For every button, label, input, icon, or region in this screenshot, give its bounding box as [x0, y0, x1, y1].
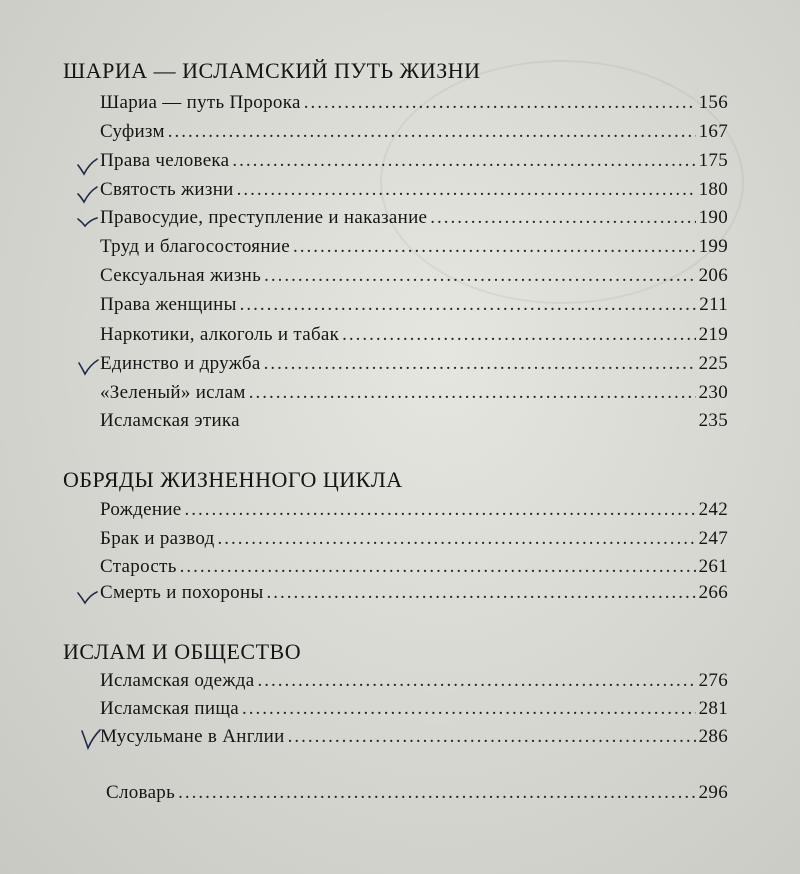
- toc-entry-page: 190: [698, 207, 728, 228]
- toc-entry-label: Исламская этика: [100, 410, 240, 431]
- toc-entry: [100, 410, 728, 438]
- toc-entry-page: 199: [698, 236, 728, 257]
- toc-entry-page: 247: [698, 528, 728, 549]
- section-title-sharia: ШАРИА — ИСЛАМСКИЙ ПУТЬ ЖИЗНИ: [63, 58, 481, 83]
- toc-entry-label: Суфизм: [100, 121, 165, 142]
- leader-dots: [232, 150, 695, 172]
- toc-entry: [100, 726, 728, 754]
- leader-dots: [430, 207, 695, 229]
- section-title-society: ИСЛАМ И ОБЩЕСТВО: [63, 639, 302, 664]
- handwritten-checkmark-icon: [80, 728, 102, 750]
- leader-dots: [242, 698, 696, 720]
- leader-dots: [237, 179, 696, 201]
- toc-entry-page: 230: [698, 382, 728, 403]
- toc-entry-label: Смерть и похороны: [100, 582, 264, 603]
- handwritten-checkmark-icon: [77, 357, 99, 379]
- toc-entry-label: Мусульмане в Англии: [100, 726, 285, 747]
- toc-entry-page: 296: [698, 782, 728, 803]
- toc-entry: [100, 236, 728, 264]
- toc-entry: [100, 324, 728, 352]
- toc-entry: [100, 582, 728, 610]
- toc-entry: [100, 121, 728, 149]
- toc-entry: [100, 528, 728, 556]
- handwritten-checkmark-icon: [76, 211, 98, 233]
- leader-dots: [342, 324, 695, 346]
- leader-dots: [180, 556, 696, 578]
- toc-entry-label: Права женщины: [100, 294, 237, 315]
- toc-entry: [100, 670, 728, 698]
- toc-entry-page: 156: [698, 92, 728, 113]
- toc-entry-label: Исламская пища: [100, 698, 239, 719]
- toc-entry-label: Старость: [100, 556, 177, 577]
- toc-entry-page: 225: [698, 353, 728, 374]
- leader-dots: [288, 726, 696, 748]
- leader-dots: [240, 294, 697, 316]
- toc-entry: [100, 150, 728, 178]
- toc-entry-page: 286: [698, 726, 728, 747]
- leader-dots: [249, 382, 696, 404]
- handwritten-checkmark-icon: [76, 156, 98, 178]
- leader-dots: [267, 582, 696, 604]
- leader-dots: [218, 528, 696, 550]
- leader-dots: [185, 499, 696, 521]
- toc-entry-page: 281: [698, 698, 728, 719]
- toc-entry-label: Единство и дружба: [100, 353, 261, 374]
- toc-entry-label: Наркотики, алкоголь и табак: [100, 324, 340, 345]
- toc-entry-page: 261: [698, 556, 728, 577]
- handwritten-checkmark-icon: [76, 184, 98, 206]
- toc-entry: [100, 353, 728, 381]
- leader-dots: [304, 92, 696, 114]
- leader-dots: [168, 121, 696, 143]
- toc-entry: [100, 179, 728, 207]
- toc-entry: [100, 499, 728, 527]
- toc-entry-label: Исламская одежда: [100, 670, 255, 691]
- leader-dots: [293, 236, 696, 258]
- section-title-life-cycle: ОБРЯДЫ ЖИЗНЕННОГО ЦИКЛА: [63, 467, 403, 492]
- toc-entry: [100, 556, 728, 584]
- toc-entry-page: 235: [698, 410, 728, 431]
- toc-entry-label: Труд и благосостояние: [100, 236, 291, 257]
- handwritten-checkmark-icon: [76, 586, 98, 608]
- toc-entry-label: Святость жизни: [100, 179, 234, 200]
- toc-entry-page: 175: [698, 150, 728, 171]
- toc-entry-label: Брак и развод: [100, 528, 215, 549]
- toc-entry-label: Шариа — путь Пророка: [100, 92, 301, 113]
- leader-dots: [264, 353, 696, 375]
- toc-entry-page: 219: [698, 324, 728, 345]
- toc-entry-page: 266: [698, 582, 728, 603]
- toc-entry-label: Рождение: [100, 499, 182, 520]
- leader-dots: [264, 265, 695, 287]
- toc-entry: [100, 92, 728, 120]
- leader-dots: [178, 782, 696, 804]
- toc-entry-label: Словарь: [106, 782, 176, 803]
- toc-entry: [100, 698, 728, 726]
- toc-entry-page: 211: [699, 294, 728, 315]
- toc-entry-label: Сексуальная жизнь: [100, 265, 262, 286]
- toc-entry-page: 276: [698, 670, 728, 691]
- toc-entry: [100, 207, 728, 235]
- toc-entry: [100, 265, 728, 293]
- toc-entry-label: Права человека: [100, 150, 230, 171]
- toc-entry-page: 206: [698, 265, 728, 286]
- toc-entry-page: 180: [698, 179, 728, 200]
- leader-dots: [257, 670, 695, 692]
- toc-entry-label: «Зеленый» ислам: [100, 382, 246, 403]
- toc-entry: [100, 382, 728, 410]
- toc-entry: [100, 294, 728, 322]
- toc-entry-page: 242: [698, 499, 728, 520]
- toc-entry-page: 167: [698, 121, 728, 142]
- toc-entry-label: Правосудие, преступление и наказание: [100, 207, 428, 228]
- toc-entry-glossary: [106, 782, 728, 810]
